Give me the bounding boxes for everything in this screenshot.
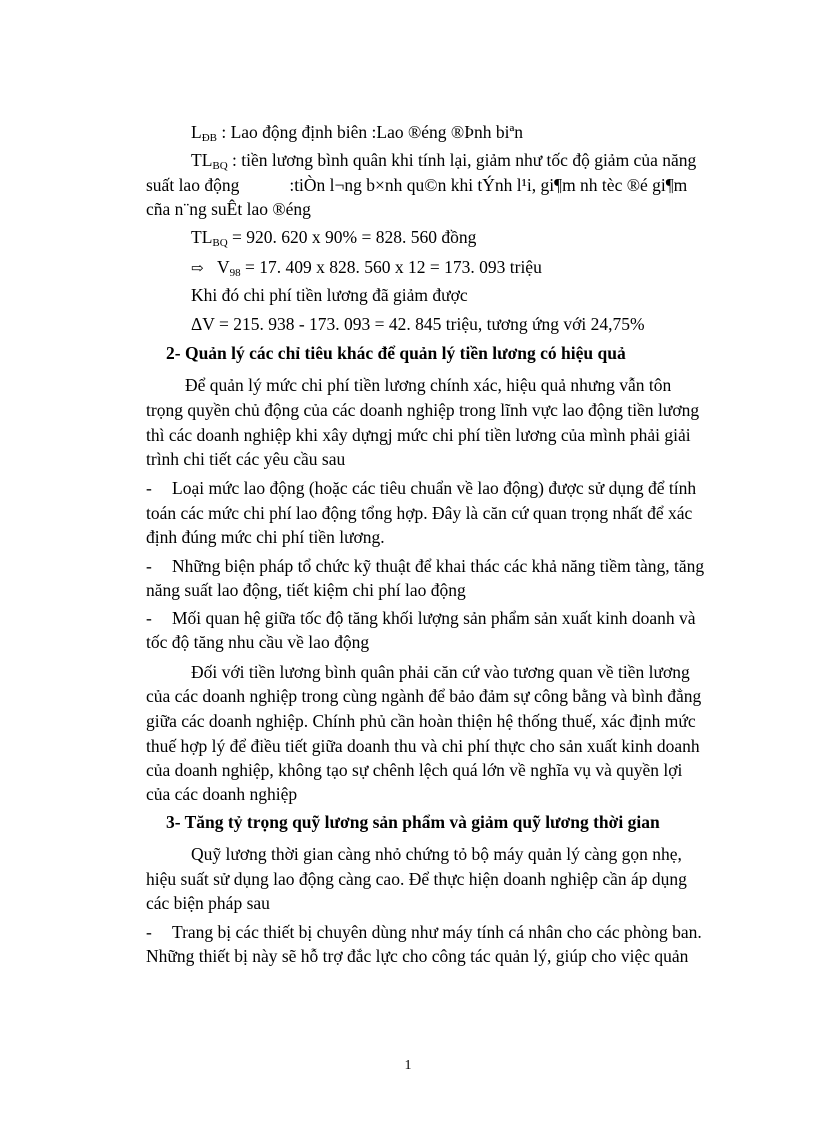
line-text: = 17. 409 x 828. 560 x 12 = 173. 093 triệu (240, 257, 542, 277)
subscript: 98 (229, 267, 241, 279)
line-text: : tiền lương bình quân khi tính lại, giảm như tốc độ giảm của năng (227, 150, 697, 170)
bullet-continuation: tốc độ tăng nhu cầu về lao động (146, 632, 370, 652)
symbol: L (191, 122, 202, 142)
line-text: :tiÒn l¬ng b×nh qu©n khi tÝnh l¹i, gi¶m nh tèc ®é gi¶m (289, 175, 688, 195)
paragraph-line: thì các doanh nghiệp khi xây dựngj mức chi phí tiền lương của mình phải giải (146, 425, 691, 445)
line-text: : Lao động định biên :Lao ®éng ®Þnh biªn (216, 122, 524, 142)
bullet-continuation: định đúng mức chi phí tiền lương. (146, 527, 385, 547)
paragraph-line: thuế hợp lý để điều tiết giữa doanh thu và chi phí thực cho sản xuất kinh doanh (146, 736, 700, 756)
text-line (0, 175, 816, 195)
text-line: cña n¨ng suÊt lao ®éng (146, 199, 311, 219)
subscript: ĐB (201, 132, 217, 144)
symbol: V (217, 257, 230, 277)
page-number: 1 (404, 1058, 412, 1073)
line-text: = 920. 620 x 90% = 828. 560 đồng (227, 227, 477, 247)
subscript: BQ (212, 160, 228, 172)
paragraph-line: hiệu suất sử dụng lao động càng cao. Để thực hiện doanh nghiệp cần áp dụng (146, 869, 687, 889)
text-line: Khi đó chi phí tiền lương đã giảm được (191, 285, 468, 305)
paragraph-line: của các doanh nghiệp trong cùng ngành để bảo đảm sự công bằng và bình đẳng (146, 686, 702, 706)
bullet-line (0, 608, 816, 628)
arrow-right-icon: ⇨ (191, 261, 204, 277)
line-text: Trang bị các thiết bị chuyên dùng như máy tính cá nhân cho các phòng ban. (172, 922, 702, 942)
section-heading: 3- Tăng tỷ trọng quỹ lương sản phẩm và giảm quỹ lương thời gian (166, 812, 660, 832)
paragraph-line: của các doanh nghiệp (146, 784, 298, 804)
text-line (0, 122, 816, 142)
bullet-dash: - (146, 556, 152, 576)
bullet-line (0, 922, 816, 942)
text-line: ΔV = 215. 938 - 173. 093 = 42. 845 triệu, tương ứng với 24,75% (191, 314, 645, 334)
paragraph-line: trọng quyền chủ động của các doanh nghiệp trong lĩnh vực lao động tiền lương (146, 400, 700, 420)
paragraph-line: giữa các doanh nghiệp. Chính phủ cần hoàn thiện hệ thống thuế, xác định mức (146, 711, 696, 731)
bullet-continuation: năng suất lao động, tiết kiệm chi phí lao động (146, 580, 466, 600)
paragraph-line: Quỹ lương thời gian càng nhỏ chứng tỏ bộ máy quản lý càng gọn nhẹ, (191, 844, 682, 864)
bullet-line (0, 556, 816, 576)
line-text: Những biện pháp tổ chức kỹ thuật để khai thác các khả năng tiềm tàng, tăng (172, 556, 705, 576)
bullet-line (0, 478, 816, 498)
symbol: TL (191, 150, 213, 170)
bullet-continuation: toán các mức chi phí lao động tổng hợp. Đây là căn cứ quan trọng nhất để xác (146, 503, 693, 523)
paragraph-line: Đối với tiền lương bình quân phải căn cứ vào tương quan về tiền lương (191, 662, 690, 682)
bullet-dash: - (146, 922, 152, 942)
text-line (0, 150, 816, 170)
subscript: BQ (212, 237, 228, 249)
symbol: TL (191, 227, 213, 247)
paragraph-line: trình chi tiết các yêu cầu sau (146, 449, 346, 469)
line-text: suất lao động (146, 175, 240, 195)
bullet-dash: - (146, 478, 152, 498)
text-line (0, 227, 816, 247)
bullet-continuation: Những thiết bị này sẽ hỗ trợ đắc lực cho công tác quản lý, giúp cho việc quản (146, 946, 689, 966)
section-heading: 2- Quản lý các chỉ tiêu khác để quản lý tiền lương có hiệu quả (166, 343, 626, 363)
paragraph-line: Để quản lý mức chi phí tiền lương chính xác, hiệu quả nhưng vẫn tôn (185, 375, 672, 395)
text-line (0, 257, 816, 279)
paragraph-line: các biện pháp sau (146, 893, 270, 913)
bullet-dash: - (146, 608, 152, 628)
line-text: Loại mức lao động (hoặc các tiêu chuẩn về lao động) được sử dụng để tính (172, 478, 697, 498)
line-text: Mối quan hệ giữa tốc độ tăng khối lượng sản phẩm sản xuất kinh doanh và (172, 608, 696, 628)
paragraph-line: của doanh nghiệp, không tạo sự chênh lệch quá lớn về nghĩa vụ và quyền lợi (146, 760, 683, 780)
